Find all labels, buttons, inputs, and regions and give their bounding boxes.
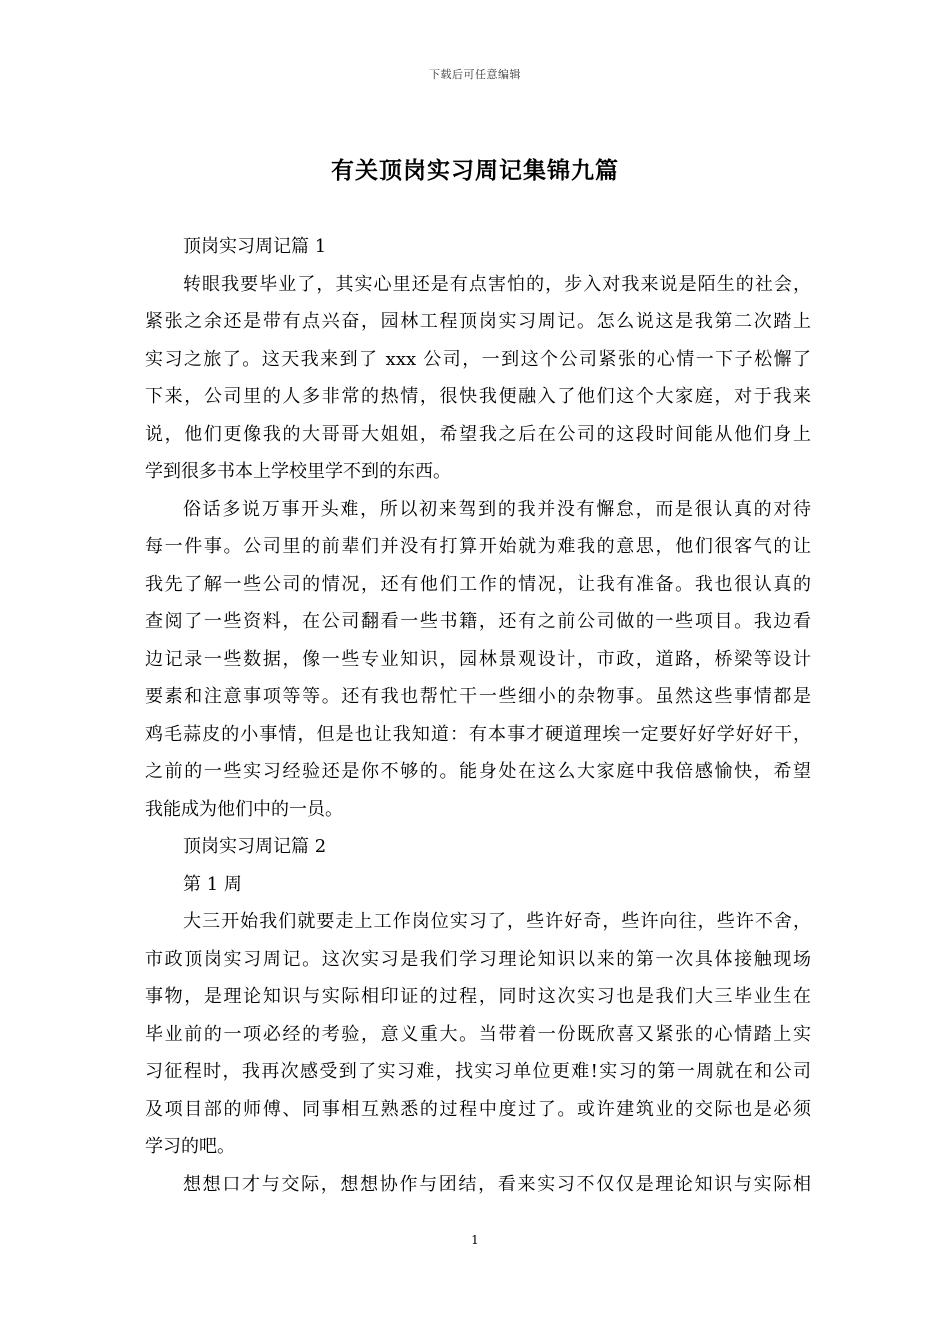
text-line: 学习的吧。 — [145, 1136, 235, 1157]
text-line: 下来，公司里的人多非常的热情，很快我便融入了他们这个大家庭，对于我来 — [145, 386, 811, 407]
section-heading — [145, 828, 811, 866]
week-label — [145, 866, 811, 904]
text-line: 我能成为他们中的一员。 — [145, 798, 343, 820]
text-line: 之前的一些实习经验还是你不够的。能身处在这么大家庭中我倍感愉快，希望 — [145, 761, 811, 782]
text-line: 要素和注意事项等等。还有我也帮忙干一些细小的杂物事。虽然这些事情都是 — [145, 686, 811, 707]
text-line: 俗话多说万事开头难，所以初来驾到的我并没有懈怠，而是很认真的对待 — [183, 498, 811, 520]
text-line: 学到很多书本上学校里学不到的东西。 — [145, 461, 451, 482]
text-line: 每一件事。公司里的前辈们并没有打算开始就为难我的意思，他们很客气的让 — [145, 536, 811, 557]
body-paragraph — [145, 266, 811, 491]
body-paragraph — [145, 903, 811, 1166]
text-line: 大三开始我们就要走上工作岗位实习了，些许好奇，些许向往，些许不舍， — [183, 911, 811, 932]
text-line: 紧张之余还是带有点兴奋，园林工程顶岗实习周记。怎么说这是我第二次踏上 — [145, 311, 811, 332]
page-number: 1 — [471, 1233, 479, 1247]
text-line: 边记录一些数据，像一些专业知识，园林景观设计，市政，道路，桥梁等设计 — [145, 648, 811, 670]
section-heading — [145, 228, 811, 266]
text-line: 顶岗实习周记篇 2 — [183, 836, 327, 857]
text-line: 及项目部的师傅、同事相互熟悉的过程中度过了。或许建筑业的交际也是必须 — [145, 1098, 811, 1120]
text-line: 习征程时，我再次感受到了实习难，找实习单位更难!实习的第一周就在和公司 — [145, 1061, 811, 1082]
text-line: 事物，是理论知识与实际相印证的过程，同时这次实习也是我们大三毕业生在 — [145, 986, 811, 1007]
text-line: 转眼我要毕业了，其实心里还是有点害怕的，步入对我来说是陌生的社会， — [183, 273, 811, 295]
body-paragraph — [145, 491, 811, 829]
text-line: 市政顶岗实习周记。这次实习是我们学习理论知识以来的第一次具体接触现场 — [145, 948, 811, 970]
text-line: 查阅了一些资料，在公司翻看一些书籍，还有之前公司做的一些项目。我边看 — [145, 611, 811, 632]
text-line: 实习之旅了。这天我来到了 xxx 公司，一到这个公司紧张的心情一下子松懈了 — [145, 348, 811, 370]
document-body — [145, 228, 811, 1203]
text-line: 顶岗实习周记篇 1 — [183, 236, 327, 257]
text-line: 我先了解一些公司的情况，还有他们工作的情况，让我有准备。我也很认真的 — [145, 573, 811, 595]
text-line: 想想口才与交际，想想协作与团结，看来实习不仅仅是理论知识与实际相 — [183, 1173, 811, 1195]
text-line: 鸡毛蒜皮的小事情，但是也让我知道：有本事才硬道理埃一定要好好学好好干， — [145, 723, 811, 745]
text-line: 毕业前的一项必经的考验，意义重大。当带着一份既欣喜又紧张的心情踏上实 — [145, 1023, 811, 1045]
header-note: 下载后可任意编辑 — [429, 68, 521, 81]
body-paragraph — [145, 1166, 811, 1204]
text-line: 说，他们更像我的大哥哥大姐姐，希望我之后在公司的这段时间能从他们身上 — [145, 423, 811, 445]
text-line: 第 1 周 — [183, 873, 242, 895]
document-title: 有关顶岗实习周记集锦九篇 — [331, 157, 619, 184]
